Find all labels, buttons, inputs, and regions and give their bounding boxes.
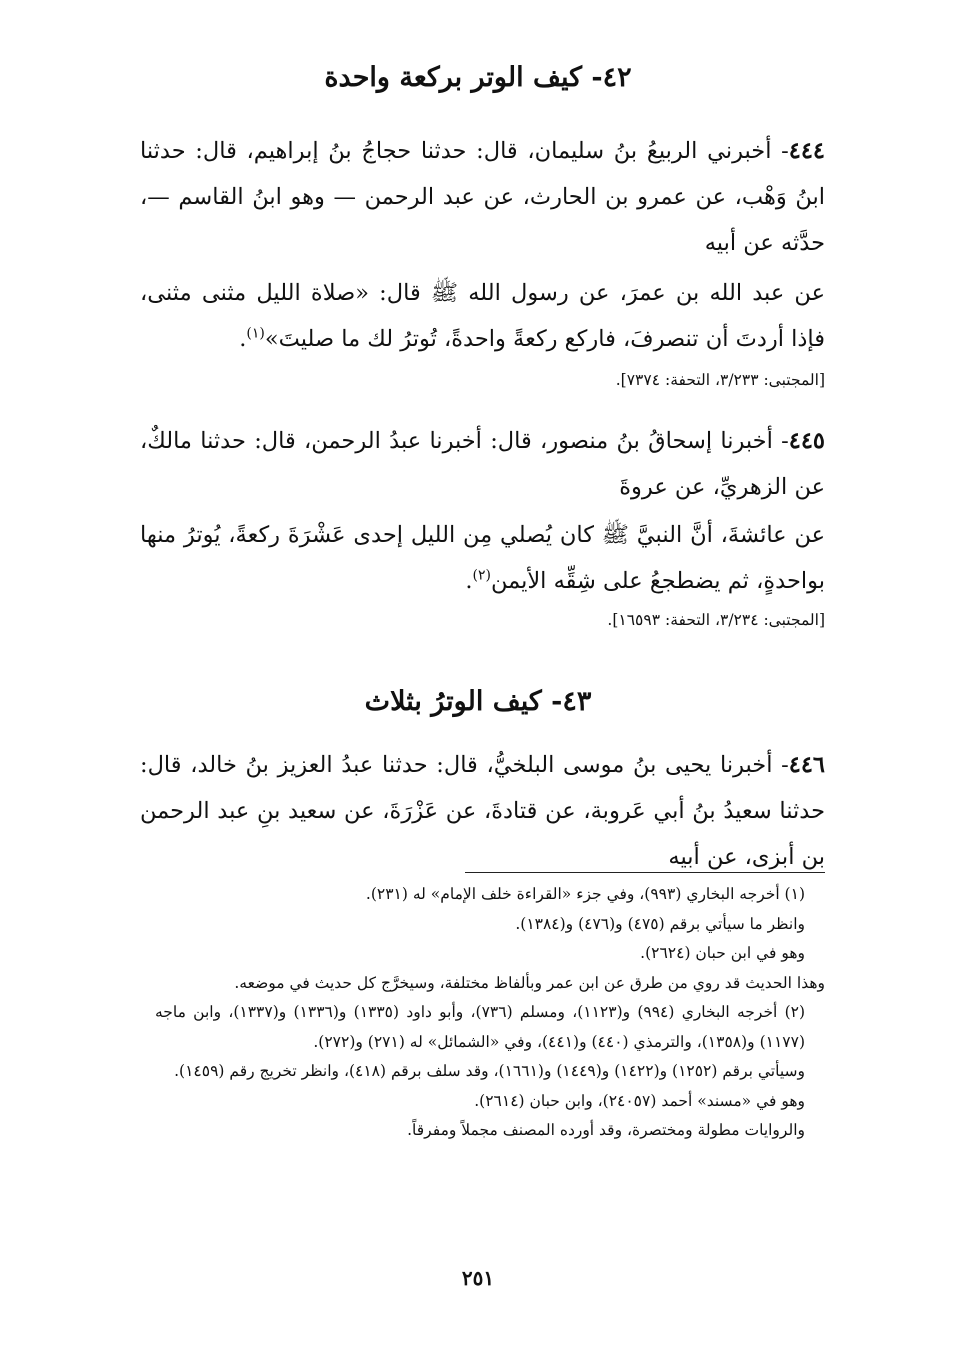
hadith-444-isnad-text: - أخبرني الربيعُ بنُ سليمان، قال: حدثنا حجاجُ بنُ إبراهيم، قال: حدثنا ابنُ وَهْب، عن عمرو بن الحارث، عن عبد الرحمن — وهو ابنُ القاسم —، حدَّثه عن أبيه bbox=[140, 138, 825, 256]
hadith-446-isnad bbox=[140, 742, 825, 880]
footnote-2-line-1: (٢) أخرجه البخاري (٩٩٤) و(١١٢٣)، ومسلم (٧٣٦)، وأبو داود (١٣٣٥) و(١٣٣٦) و(١٣٣٧)، وابن ماجه (١١٧٧) و(١٣٥٨)، والترمذي (٤٤٠) و(٤٤١)، وفي «الشمائل» له (٢٧١) و(٢٧٢). bbox=[155, 1003, 806, 1051]
footnote-1-line-1: (١) أخرجه البخاري (٩٩٣)، وفي جزء «القراءة خلف الإمام» له (٢٣١). bbox=[365, 885, 805, 903]
footnote-1-line-2: وانظر ما سيأتي برقم (٤٧٥) و(٤٧٦) و(١٣٨٤). bbox=[515, 914, 805, 933]
footnote-separator bbox=[465, 872, 825, 873]
hadith-445-matn-text: عن عائشةَ، أنَّ النبيَّ ﷺ كان يُصلي مِن الليل إحدى عَشْرَةَ ركعةً، يُوترُ منها بواحدةٍ، ثم يضطجعُ على شِقِّه الأيمن bbox=[140, 522, 825, 594]
hadith-445-isnad bbox=[140, 418, 825, 510]
hadith-445-matn bbox=[140, 512, 825, 604]
hadith-444-matn-text: عن عبد الله بن عمرَ، عن رسول الله ﷺ قال: «صلاة الليل مثنى مثنى، فإذا أردتَ أن تنصرفَ، فاركع ركعةً واحدةً، تُوترُ لك ما صليتَ» bbox=[140, 280, 825, 352]
section-43-title: ٤٣- كيف الوترُ بثلاث bbox=[364, 686, 592, 717]
footnote-2-line-3: وهو في «مسند» أحمد (٢٤٠٥٧)، وابن حبان (٢٦١٤). bbox=[474, 1091, 805, 1110]
hadith-444-number: ٤٤٤ bbox=[788, 138, 825, 164]
hadith-444-isnad bbox=[140, 128, 825, 266]
hadith-444-matn-end: . bbox=[239, 326, 247, 352]
footnote-1-line-3: وهو في ابن حبان (٢٦٢٤). bbox=[640, 944, 805, 962]
hadith-446-number: ٤٤٦ bbox=[788, 752, 825, 778]
section-42-title: ٤٢- كيف الوتر بركعة واحدة bbox=[324, 62, 632, 93]
hadith-444-reference: [المجتبى: ٣/٢٣٣، التحفة: ٧٣٧٤]. bbox=[615, 371, 825, 389]
footnote-2-line-4: والروايات مطولة ومختصرة، وقد أورده المصنف مجملاً ومفرقاً. bbox=[407, 1121, 805, 1139]
hadith-444-footnote-marker: (١) bbox=[246, 325, 265, 342]
hadith-445-reference: [المجتبى: ٣/٢٣٤، التحفة: ١٦٥٩٣]. bbox=[607, 611, 825, 629]
hadith-444-matn bbox=[140, 270, 825, 362]
footnote-2-line-2: وسيأتي برقم (١٢٥٢) و(١٤٢٢) و(١٤٤٩) و(١٦٦١)، وقد سلف برقم (٤١٨)، وانظر تخريج رقم (١٤٥٩). bbox=[174, 1062, 805, 1080]
footnote-1-line-4: وهذا الحديث قد روي من طرق عن ابن عمر وبألفاظ مختلفة، وسيخرَّج كل حديث في موضعه. bbox=[234, 973, 825, 992]
hadith-445-matn-end: . bbox=[465, 568, 473, 594]
hadith-446-isnad-text: - أخبرنا يحيى بنُ موسى البلخيُّ، قال: حدثنا عبدُ العزيز بنُ خالد، قال: حدثنا سعيدُ بنُ أبي عَروبة، عن قتادةَ، عن عَزْرَةَ، عن سعيد بنِ عبد الرحمن بن أبزى، عن أبيه bbox=[140, 752, 825, 870]
page-number: ٢٥١ bbox=[461, 1266, 495, 1290]
hadith-445-number: ٤٤٥ bbox=[788, 428, 825, 454]
footnotes bbox=[155, 880, 825, 1146]
hadith-445-isnad-text: - أخبرنا إسحاقُ بنُ منصور، قال: أخبرنا عبدُ الرحمن، قال: حدثنا مالكٌ، عن الزهريِّ، عن عروةَ bbox=[140, 428, 825, 500]
hadith-445-footnote-marker: (٢) bbox=[472, 567, 491, 584]
